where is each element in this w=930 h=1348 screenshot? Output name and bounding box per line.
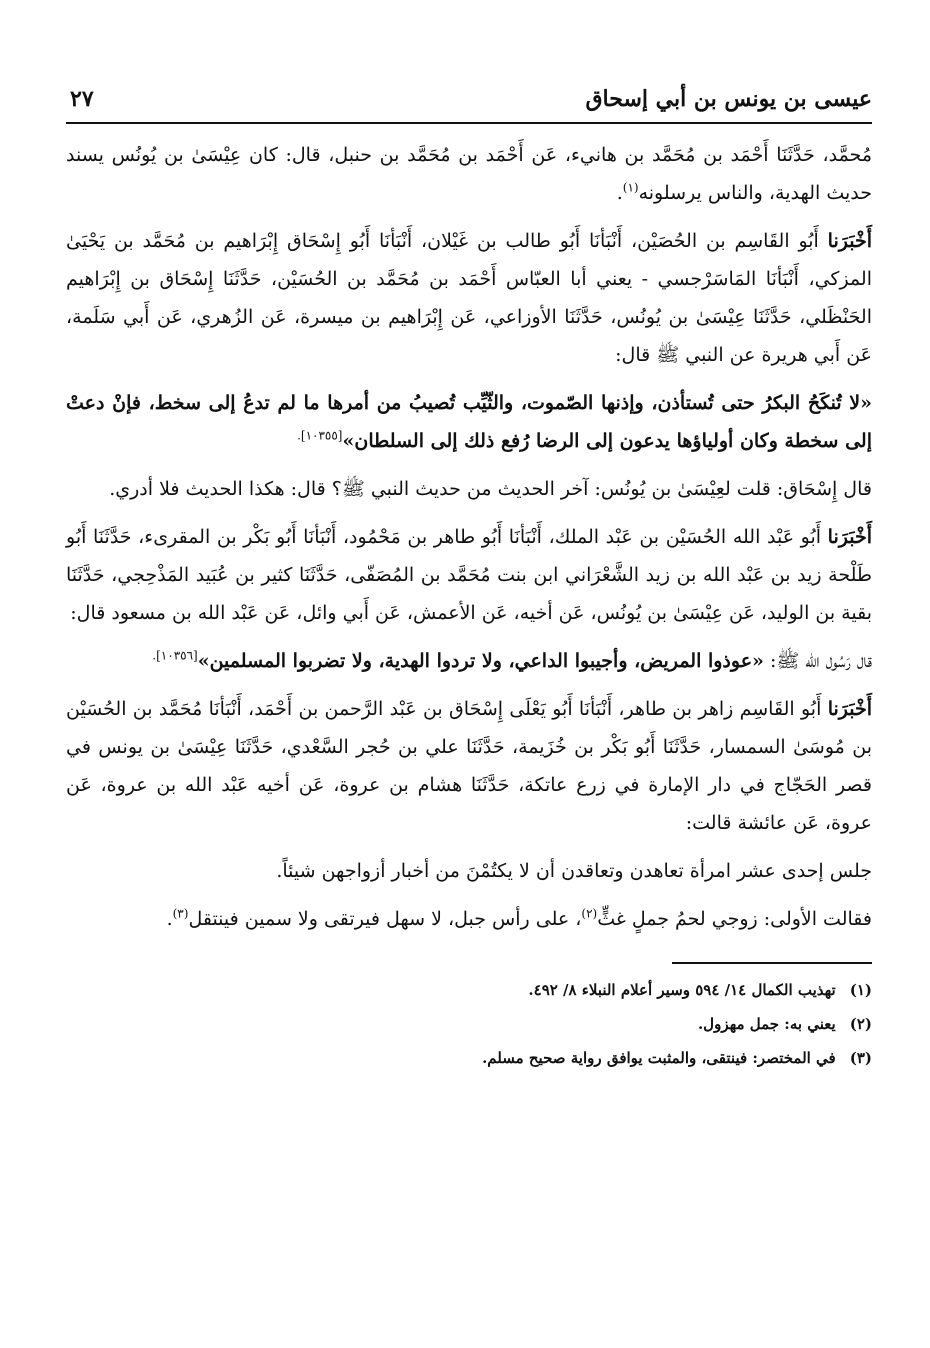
footnote-number: (١) — [849, 981, 872, 999]
footnote-rule — [672, 962, 872, 964]
paragraph — [66, 852, 872, 890]
paragraph-text: فقالت الأولى: زوجي لحمُ جملٍ غثٍّ — [597, 908, 872, 930]
paragraph-lead: أَخْبَرَنا — [827, 526, 872, 548]
footnote-number: (٢) — [849, 1015, 872, 1033]
paragraph-text: قال رَسُول الله ﷺ: — [769, 650, 872, 672]
footnote-marker: (٢) — [581, 906, 598, 921]
page-number: ٢٧ — [70, 86, 94, 112]
paragraph-text: أَبُو القَاسِم زاهر بن طاهر، أَنْبَأنَا أَبُو يَعْلَى إِسْحَاق بن عَبْد الرَّحمن بن أَحْمَد، أَنْبَأنَا مُحَمَّد بن الحُسَيْن بن مُوسَىٰ السمسار، حَدَّثَنَا أَبُو بَكْر بن خُزَيمة، حَدَّثَنَا علي بن حُجر السَّعْدي، حَدَّثَنَا عِيْسَىٰ بن يونس في قصر الحَجّاج في دار الإمارة في زرع عاتكة، حَدَّثَنَا هشام بن عروة، عَن أخيه عَبْد الله بن عروة، عَن عروة، عَن عائشة قالت: — [66, 698, 872, 834]
paragraph — [66, 642, 872, 680]
paragraph-tail: . — [616, 182, 623, 204]
paragraph — [66, 900, 872, 938]
paragraph-lead: أَخْبَرَنا — [827, 698, 873, 720]
running-title: عيسى بن يونس بن أبي إسحاق — [585, 86, 872, 112]
footnote-text: في المختصر: فينتقى، والمثبت يوافق رواية صحيح مسلم. — [482, 1049, 836, 1067]
paragraph-text: أَبُو عَبْد الله الحُسَيْن بن عَبْد الملك، أَنْبَأنَا أَبُو طاهر بن مَحْمُود، أَنْبَأنَا أَبُو بَكْر بن المقرىء، حَدَّثَنَا أَبُو طَلْحة زيد بن عَبْد الله بن زيد الشَّعْرَاني ابن بنت مُحَمَّد بن المُصَفّى، حَدَّثَنَا كثير بن عُبَيد المَذْحِجي، حَدَّثَنَا بقية بن الوليد، عَن عِيْسَىٰ بن يُونُس، عَن أخيه، عَن الأعمش، عَن أَبي وائل، عَن عَبْد الله بن مسعود قال: — [66, 526, 872, 624]
paragraph — [66, 518, 872, 632]
hadith-quote: «لا تُنكَحُ البكرُ حتى تُستأذن، وإذنها الصّموت، والثّيِّب تُصيبُ من أمرها ما لم تدعُ إلى سخط، فإنْ دعتْ إلى سخطة وكان أولياؤها يدعون إلى الرضا رُفع ذلك إلى السلطان» — [66, 392, 872, 452]
footnotes — [66, 978, 872, 1070]
hadith-number: [١٠٣٥٦]. — [152, 648, 198, 663]
footnote-number: (٣) — [849, 1049, 872, 1067]
paragraph-lead: أَخْبَرَنا — [827, 230, 872, 252]
paragraph — [66, 384, 872, 460]
page-header — [66, 78, 872, 124]
hadith-quote: «عوذوا المريض، وأجيبوا الداعي، ولا تردوا الهدية، ولا تضربوا المسلمين» — [197, 650, 764, 672]
footnote-text: يعني به: جمل مهزول. — [697, 1015, 836, 1033]
paragraph-text: أَبُو القَاسِم بن الحُصَيْن، أَنْبَأنَا أَبُو طالب بن غَيْلان، أَنْبَأنَا أَبُو إِسْحَاق إِبْرَاهيم بن مُحَمَّد بن يَحْيَىٰ المزكي، أَنْبَأنَا المَاسَرْجسي - يعني أبا العبّاس أَحْمَد بن مُحَمَّد بن الحُسَيْن، حَدَّثَنَا إِسْحَاق بن إِبْرَاهيم الحَنْظَلي، حَدَّثَنَا عِيْسَىٰ بن يُونُس، حَدَّثَنَا الأوزاعي، عَن إِبْرَاهيم بن ميسرة، عَن الزُهري، عَن أَبي سَلَمة، عَن أَبي هريرة عن النبي ﷺ قال: — [66, 230, 872, 366]
header-rule — [66, 122, 872, 124]
footnote — [66, 978, 872, 1002]
paragraph-end: . — [166, 908, 173, 930]
paragraph — [66, 690, 872, 842]
footnote — [66, 1046, 872, 1070]
footnote-text: تهذيب الكمال ١٤/ ٥٩٤ وسير أعلام النبلاء ٨/ ٤٩٢. — [528, 981, 836, 999]
paragraph-text: جلس إحدى عشر امرأة تعاهدن وتعاقدن أن لا يكتُمْنَ من أخبار أزواجهن شيئاً. — [276, 860, 872, 882]
paragraph-tail: ، على رأس جبل، لا سهل فيرتقى ولا سمين فينتقل — [188, 908, 582, 930]
book-page — [66, 78, 872, 1080]
paragraph — [66, 470, 872, 508]
paragraph — [66, 222, 872, 374]
paragraph — [66, 136, 872, 212]
footnote-marker: (٣) — [172, 906, 189, 921]
paragraph-text: قال إِسْحَاق: قلت لعِيْسَىٰ بن يُونُس: آخر الحديث من حديث النبي ﷺ؟ قال: هكذا الحديث فلا أدري. — [109, 478, 872, 500]
hadith-number: [١٠٣٥٥]. — [297, 428, 343, 443]
page-body — [66, 136, 872, 938]
footnote-marker: (١) — [622, 180, 639, 195]
footnote — [66, 1012, 872, 1036]
paragraph-text: مُحمَّد، حَدَّثَنَا أَحْمَد بن مُحَمَّد بن هانيء، عَن أَحْمَد بن مُحَمَّد بن حنبل، قال: كان عِيْسَىٰ بن يُونُس يسند حديث الهدية، والناس يرسلونه — [66, 144, 872, 204]
